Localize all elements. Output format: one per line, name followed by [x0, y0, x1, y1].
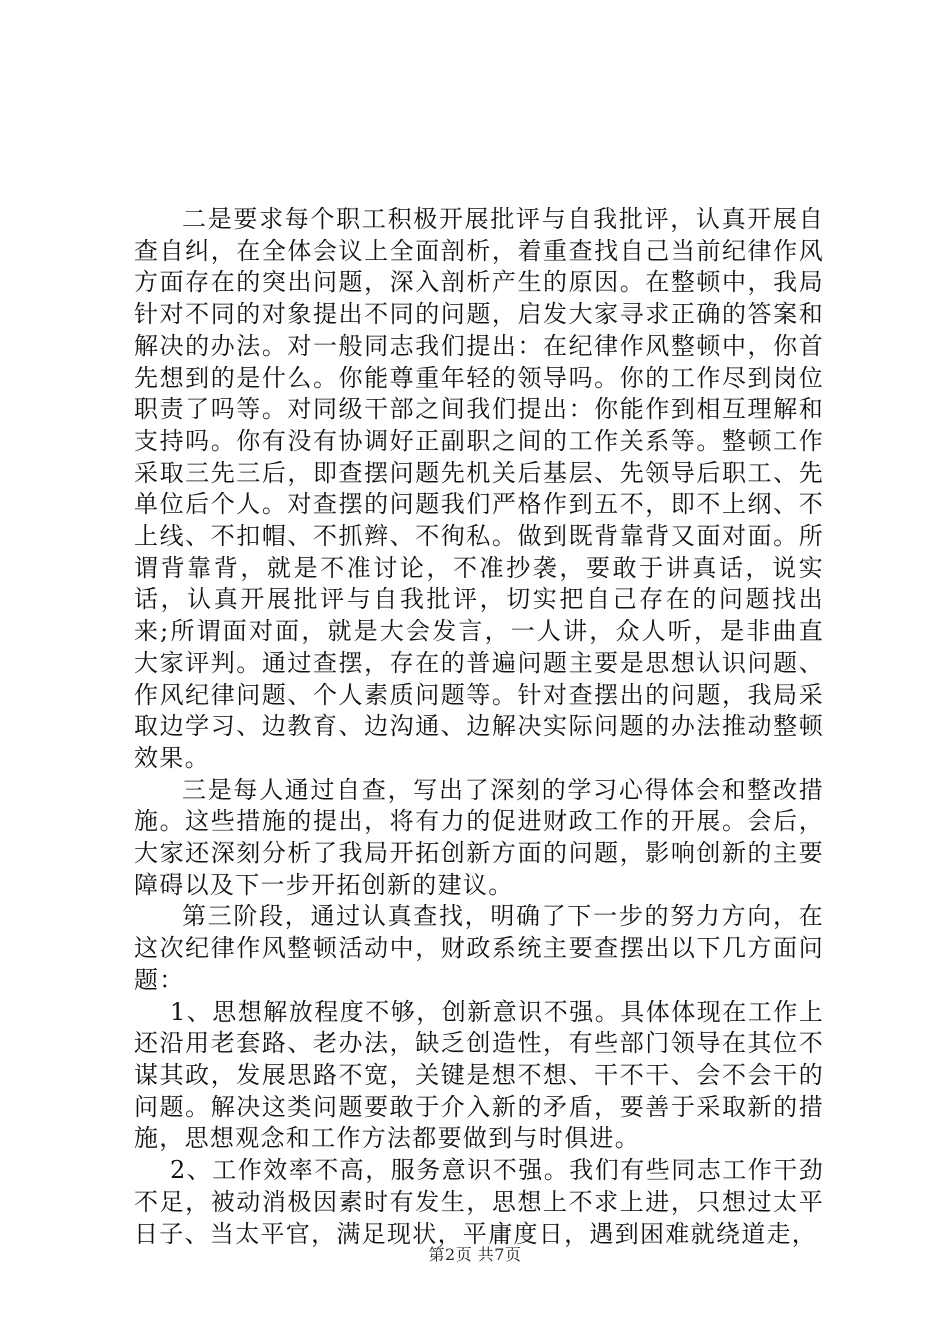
- numbered-paragraph: 1、思想解放程度不够，创新意识不强。具体体现在工作上还沿用老套路、老办法，缺乏创造性，有些部门领导在其位不谋其政，发展思路不宽，关键是想不想、干不干、会不会干的问题。解决这类问题要敢于介入新的矛盾，要善于采取新的措施，思想观念和工作方法都要做到与时俱进。: [134, 997, 824, 1153]
- body-text: [134, 204, 824, 1250]
- paragraph: 三是每人通过自查，写出了深刻的学习心得体会和整改措施。这些措施的提出，将有力的促进财政工作的开展。会后，大家还深刻分析了我局开拓创新方面的问题，影响创新的主要障碍以及下一步开拓创新的建议。: [134, 775, 824, 899]
- numbered-paragraph: 2、工作效率不高，服务意识不强。我们有些同志工作干劲不足，被动消极因素时有发生，思想上不求上进，只想过太平日子、当太平官，满足现状，平庸度日，遇到困难就绕道走，: [134, 1156, 824, 1248]
- paragraph: 第三阶段，通过认真查找，明确了下一步的努力方向，在这次纪律作风整顿活动中，财政系统主要查摆出以下几方面问题：: [134, 902, 824, 994]
- page-footer: 第2页 共7页: [428, 1245, 522, 1264]
- paragraph: 二是要求每个职工积极开展批评与自我批评，认真开展自查自纠，在全体会议上全面剖析，着重查找自己当前纪律作风方面存在的突出问题，深入剖析产生的原因。在整顿中，我局针对不同的对象提出不同的问题，启发大家寻求正确的答案和解决的办法。对一般同志我们提出：在纪律作风整顿中，你首先想到的是什么。你能尊重年轻的领导吗。你的工作尽到岗位职责了吗等。对同级干部之间我们提出：你能作到相互理解和支持吗。你有没有协调好正副职之间的工作关系等。整顿工作采取三先三后，即查摆问题先机关后基层、先领导后职工、先单位后个人。对查摆的问题我们严格作到五不，即不上纲、不上线、不扣帽、不抓辫、不徇私。做到既背靠背又面对面。所谓背靠背，就是不准讨论，不准抄袭，要敢于讲真话，说实话，认真开展批评与自我批评，切实把自己存在的问题找出来;所谓面对面，就是大会发言，一人讲，众人听，是非曲直大家评判。通过查摆，存在的普遍问题主要是思想认识问题、作风纪律问题、个人素质问题等。针对查摆出的问题，我局采取边学习、边教育、边沟通、边解决实际问题的办法推动整顿效果。: [134, 205, 824, 772]
